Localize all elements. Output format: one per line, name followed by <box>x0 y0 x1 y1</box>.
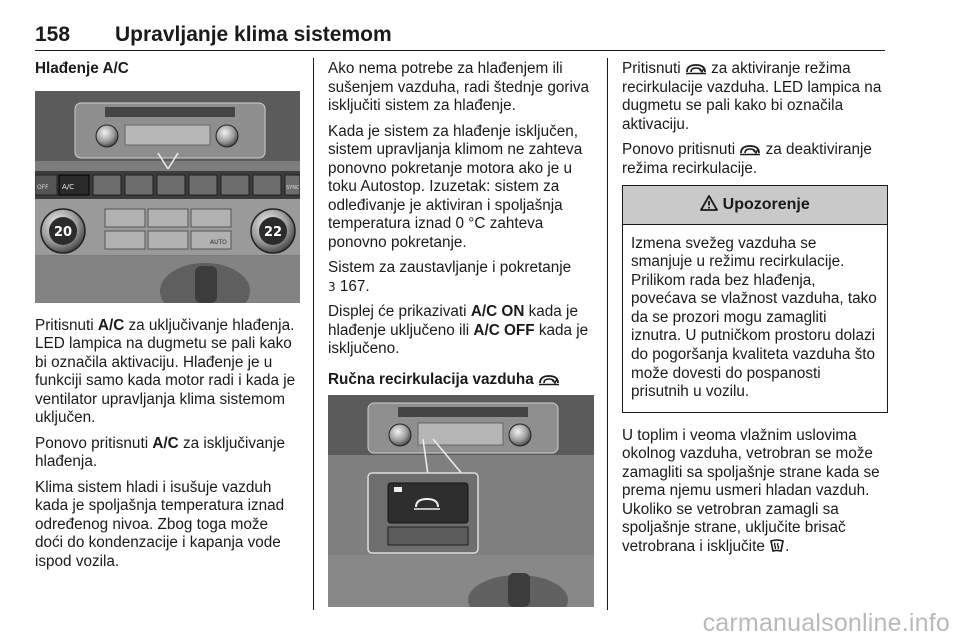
page-reference-arrow: 3 <box>328 279 336 294</box>
left-temperature-display: 20 <box>53 224 73 240</box>
ac-panel-figure <box>35 91 300 303</box>
paragraph: Sistem za zaustavljanje i pokretanje 3 167. <box>328 259 572 295</box>
section-heading-recirculation: Ručna recirkulacija vazduha <box>328 371 594 390</box>
off-button-label: OFF <box>37 183 49 191</box>
column-divider <box>313 58 314 610</box>
section-heading-ac: Hlađenje A/C <box>35 60 129 77</box>
right-temperature-display: 22 <box>263 224 283 240</box>
paragraph: Ponovo pritisnuti A/C za isključivanje hlađenja. <box>35 434 285 470</box>
recirculation-icon <box>538 374 560 386</box>
column-3 <box>622 60 888 563</box>
paragraph: Pritisnuti A/C za uključivanje hlađenja. LED lampica na dugmetu se pali kako bi označila aktivaciju. Hlađenje je u funkciji samo kada motor radi i kada je ventilator upravljanja klima sistemom uključen. <box>35 316 296 426</box>
climate-panel-illustration <box>35 91 300 303</box>
warning-title: Upozorenje <box>722 196 810 213</box>
page-reference-link[interactable]: 167. <box>339 277 370 295</box>
page-header <box>35 20 885 51</box>
recirculation-icon <box>739 144 761 156</box>
auto-button-label: AUTO <box>210 238 227 246</box>
ac-button-label: A/C <box>62 182 75 191</box>
page-title: Upravljanje klima sistemom <box>115 23 392 46</box>
paragraph: U toplim i veoma vlažnim uslovima okolnog vazduha, vetrobran se može zamagliti sa spoljašnje strane kada se prema njemu usmeri hladan vazduh. Ukoliko se vetrobran zamagli sa spoljašnje strane, uključite brisač vetrobrana i isključite . <box>622 426 880 555</box>
recirculation-figure <box>328 395 594 607</box>
recirculation-icon <box>685 63 707 75</box>
recirculation-panel-illustration <box>328 395 594 607</box>
sync-button-label: SYNC <box>286 184 300 191</box>
column-1 <box>35 60 300 578</box>
column-2 <box>328 60 594 607</box>
paragraph: Ako nema potrebe za hlađenjem ili sušenjem vazduha, radi štednje goriva isključiti sistem za hlađenje. <box>328 60 590 114</box>
warning-triangle-icon <box>700 195 718 211</box>
paragraph: Displej će prikazivati A/C ON kada je hlađenje uključeno ili A/C OFF kada je isključeno. <box>328 303 589 357</box>
column-divider <box>607 58 608 610</box>
warning-text: Izmena svežeg vazduha se smanjuje u režimu recirkulacije. Prilikom rada bez hlađenja, povećava se vlažnost vazduha, tako da se prozori mogu zamagliti iznutra. U putničkom prostoru dolazi do pogoršanja kvaliteta vazduha što može dovesti do pospanosti prisutnih u vozilu. <box>631 234 877 401</box>
paragraph: Klima sistem hladi i isušuje vazduh kada je spoljašnja temperatura iznad određenog nivoa. Zbog toga može doći do kondenzacije i kapanja vode ispod vozila. <box>35 478 285 570</box>
page-number: 158 <box>35 23 71 46</box>
warning-box <box>622 185 888 413</box>
warning-header <box>623 186 887 225</box>
paragraph: Kada je sistem za hlađenje isključen, sistem upravljanja klimom ne zahteva ponovno pokretanje motora ako je u toku Autostop. Izuzetak: sistem za odleđivanje je aktiviran i spoljašnja temperatura iznad 0 °C zahteva ponovno pokretanje. <box>328 122 583 251</box>
windscreen-defrost-icon <box>769 539 785 553</box>
watermark: carmanualsonline.info <box>702 609 950 637</box>
paragraph: Ponovo pritisnuti za deaktiviranje režima recirkulacije. <box>622 141 872 177</box>
paragraph: Pritisnuti za aktiviranje režima recirkulacije vazduha. LED lampica na dugmetu se pali kako bi označila aktivaciju. <box>622 60 882 133</box>
